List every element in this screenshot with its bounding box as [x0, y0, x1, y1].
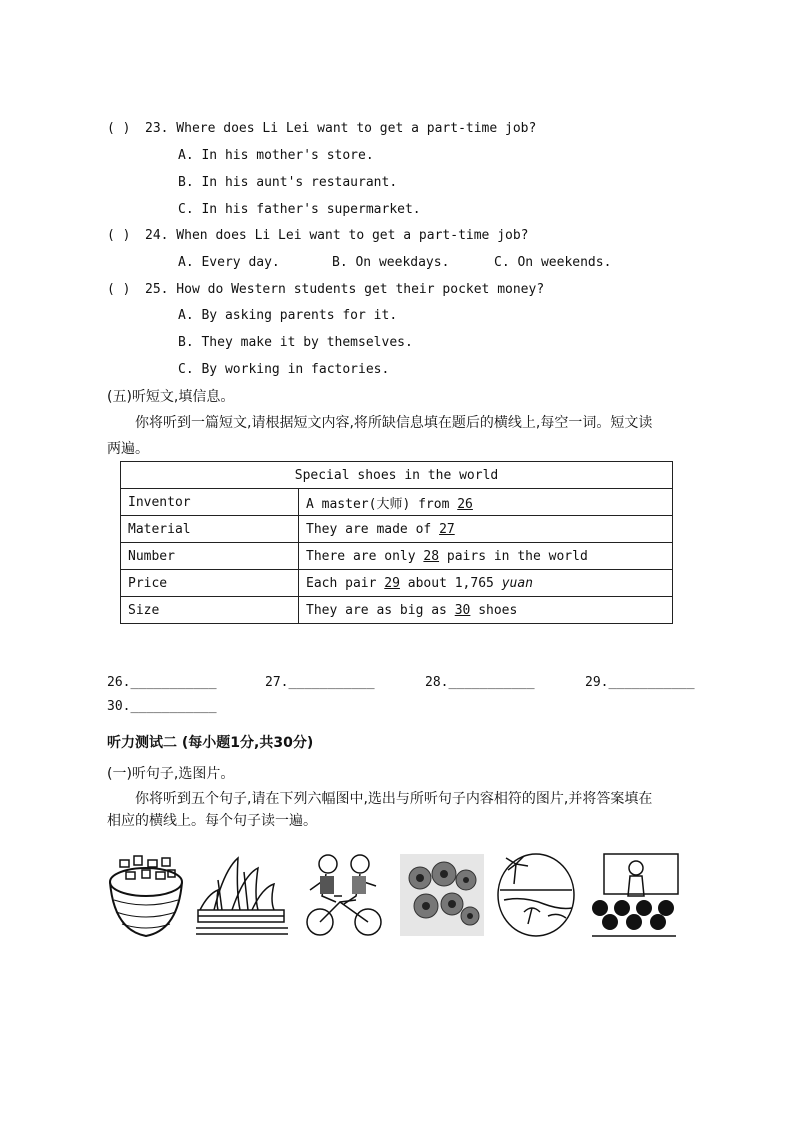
- beach-picture: [494, 850, 578, 940]
- test2-subheading: (一)听句子,选图片。: [107, 766, 235, 782]
- blank-28: 28: [423, 548, 440, 564]
- children-bicycle-picture: [298, 850, 392, 940]
- answer-blank-26[interactable]: 26.___________: [107, 675, 217, 690]
- test2-instruction-cont: 相应的横线上。每个句子读一遍。: [107, 813, 317, 829]
- question-24: [107, 228, 529, 243]
- row-value: They are made of 27: [299, 516, 673, 543]
- answer-blank-28[interactable]: 28.___________: [425, 675, 535, 690]
- table-row: [121, 543, 673, 570]
- answer-paren[interactable]: ( ): [107, 121, 131, 136]
- opera-house-picture: [194, 850, 290, 940]
- row-label: Inventor: [121, 489, 299, 516]
- table-row: [121, 489, 673, 516]
- row-label: Price: [121, 570, 299, 597]
- test2-instruction: 你将听到五个句子,请在下列六幅图中,选出与所听句子内容相符的图片,并将答案填在: [135, 791, 653, 807]
- table-row: [121, 570, 673, 597]
- question-stem: 23. Where does Li Lei want to get a part-time job?: [145, 121, 537, 136]
- blank-27: 27: [439, 521, 455, 537]
- answer-blank-27[interactable]: 27.___________: [265, 675, 375, 690]
- row-label: Material: [121, 516, 299, 543]
- row-label: Number: [121, 543, 299, 570]
- bowl-of-food-picture: [106, 850, 186, 940]
- instruction-text: 你将听到一篇短文,请根据短文内容,将所缺信息填在题后的横线上,每空一词。短文读: [135, 415, 653, 431]
- table-row: [121, 597, 673, 624]
- option-a: A. In his mother's store.: [178, 148, 374, 163]
- row-value: They are as big as 30 shoes: [299, 597, 673, 624]
- blank-29: 29: [384, 575, 400, 591]
- option-c: C. On weekends.: [494, 255, 612, 270]
- question-23: [107, 121, 536, 136]
- section-heading: (五)听短文,填信息。: [107, 389, 235, 405]
- classroom-picture: [586, 850, 682, 940]
- option-c: C. By working in factories.: [178, 362, 390, 377]
- answer-blank-29[interactable]: 29.___________: [585, 675, 695, 690]
- question-stem: 24. When does Li Lei want to get a part-time job?: [145, 228, 529, 243]
- option-b: B. In his aunt's restaurant.: [178, 175, 398, 190]
- cookies-picture: [400, 850, 484, 940]
- option-b: B. They make it by themselves.: [178, 335, 413, 350]
- blank-30: 30: [454, 602, 471, 618]
- test2-heading: 听力测试二 (每小题1分,共30分): [107, 735, 314, 751]
- row-value: There are only 28 pairs in the world: [299, 543, 673, 570]
- table-title: Special shoes in the world: [121, 462, 673, 489]
- option-b: B. On weekdays.: [332, 255, 450, 270]
- option-c: C. In his father's supermarket.: [178, 202, 421, 217]
- row-label: Size: [121, 597, 299, 624]
- answer-paren[interactable]: ( ): [107, 228, 131, 243]
- answer-blank-30[interactable]: 30.___________: [107, 699, 217, 714]
- info-table: [120, 461, 673, 624]
- instruction-text-cont: 两遍。: [107, 441, 149, 457]
- blank-26: 26: [457, 496, 473, 512]
- option-a: A. Every day.: [178, 255, 280, 270]
- answer-paren[interactable]: ( ): [107, 282, 131, 297]
- question-25: [107, 282, 544, 297]
- row-value: A master(大师) from 26: [299, 489, 673, 516]
- table-row: [121, 516, 673, 543]
- question-stem: 25. How do Western students get their pocket money?: [145, 282, 545, 297]
- row-value: Each pair 29 about 1,765 yuan: [299, 570, 673, 597]
- option-a: A. By asking parents for it.: [178, 308, 398, 323]
